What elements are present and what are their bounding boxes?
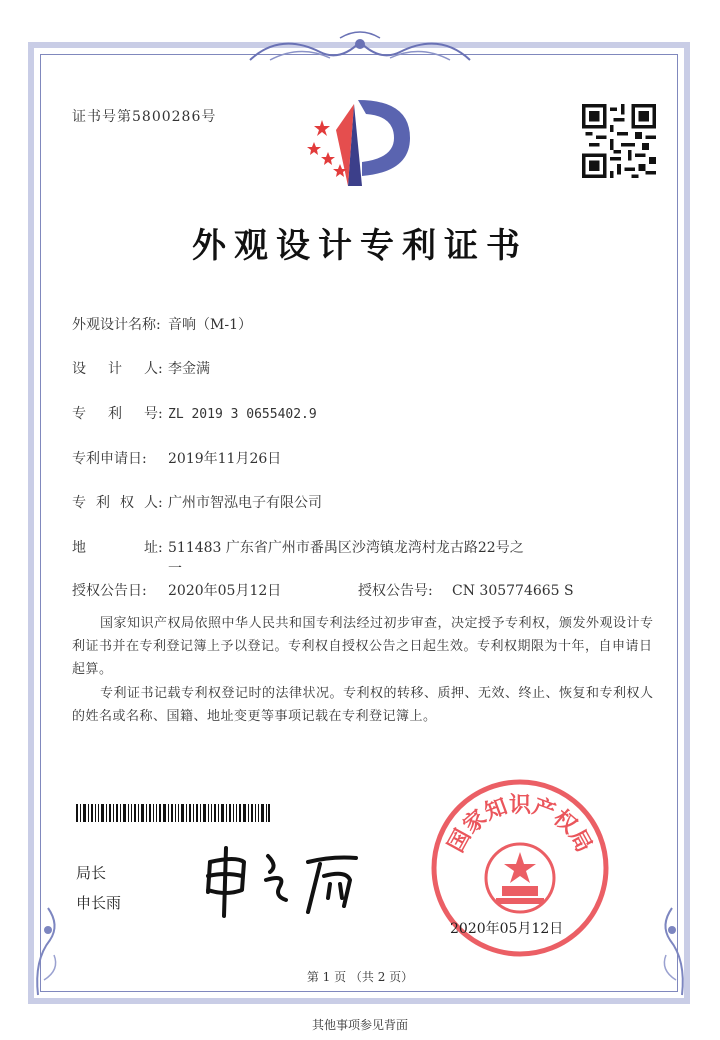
- patent-number-value: ZL 2019 3 0655402.9: [168, 407, 317, 422]
- designer-value: 李金满: [168, 361, 210, 377]
- filing-date-field: [72, 448, 281, 468]
- address-value-line1: 511483 广东省广州市番禺区沙湾镇龙湾村龙古路22号之: [168, 540, 524, 556]
- grant-number-value: CN 305774665 S: [452, 583, 574, 599]
- barcode: [76, 804, 270, 822]
- corner-ornament-left: [30, 900, 80, 1000]
- grant-date-label: 授权公告日:: [72, 583, 147, 599]
- filing-date-label: 专利申请日:: [72, 451, 147, 467]
- designer-field: 设 计 人 : 李金满: [72, 358, 210, 378]
- grant-number-field: [358, 580, 574, 600]
- address-value-line2: 一: [168, 561, 182, 577]
- patent-number-field: 专 利 号 : ZL 2019 3 0655402.9: [72, 403, 317, 423]
- patentee-field: 专 利 权 人 : 广州市智泓电子有限公司: [72, 492, 322, 512]
- qr-code: [582, 104, 656, 178]
- grant-date-field: [72, 580, 281, 600]
- certificate-paragraph-1: 国家知识产权局依照中华人民共和国专利法经过初步审查，决定授予专利权，颁发外观设计专利证书并在专利登记簿上予以登记。专利权自授权公告之日起生效。专利权期限为十年，自申请日起算。: [72, 616, 654, 677]
- director-name: 申长雨: [76, 894, 122, 912]
- director-title: 局长: [76, 864, 107, 882]
- designer-label: 设 计 人: [72, 361, 158, 377]
- seal-text: 国家知识产权局: [443, 793, 597, 857]
- certificate-title: 外观设计专利证书: [192, 226, 528, 266]
- grant-date-value: 2020年05月12日: [168, 583, 282, 599]
- address-field: 地 址 : 511483 广东省广州市番禺区沙湾镇龙湾村龙古路22号之: [72, 537, 524, 557]
- cnipa-logo: [300, 90, 420, 190]
- top-ornament: [240, 30, 480, 70]
- grant-number-label: 授权公告号:: [358, 583, 433, 599]
- corner-ornament-right: [640, 900, 690, 1000]
- design-name-value: 音响（M-1）: [168, 317, 252, 333]
- patentee-label: 专 利 权 人: [72, 495, 158, 511]
- patentee-value: 广州市智泓电子有限公司: [168, 495, 322, 511]
- certificate-paragraph-2: 专利证书记载专利权登记时的法律状况。专利权的转移、质押、无效、终止、恢复和专利权人的姓名或名称、国籍、地址变更等事项记载在专利登记簿上。: [72, 686, 654, 724]
- certificate-number: 证书号第5800286号: [72, 109, 217, 125]
- back-note: 其他事项参见背面: [311, 1018, 408, 1032]
- design-name-label: 外观设计名称:: [72, 317, 161, 333]
- address-label: 地 址: [72, 540, 158, 556]
- design-name-field: [72, 314, 252, 334]
- filing-date-value: 2019年11月26日: [168, 451, 282, 467]
- patent-number-label: 专 利 号: [72, 406, 158, 422]
- page-number: 第 1 页 （共 2 页）: [306, 970, 414, 984]
- handwritten-signature: [196, 840, 366, 920]
- seal-date: 2020年05月12日: [450, 921, 564, 937]
